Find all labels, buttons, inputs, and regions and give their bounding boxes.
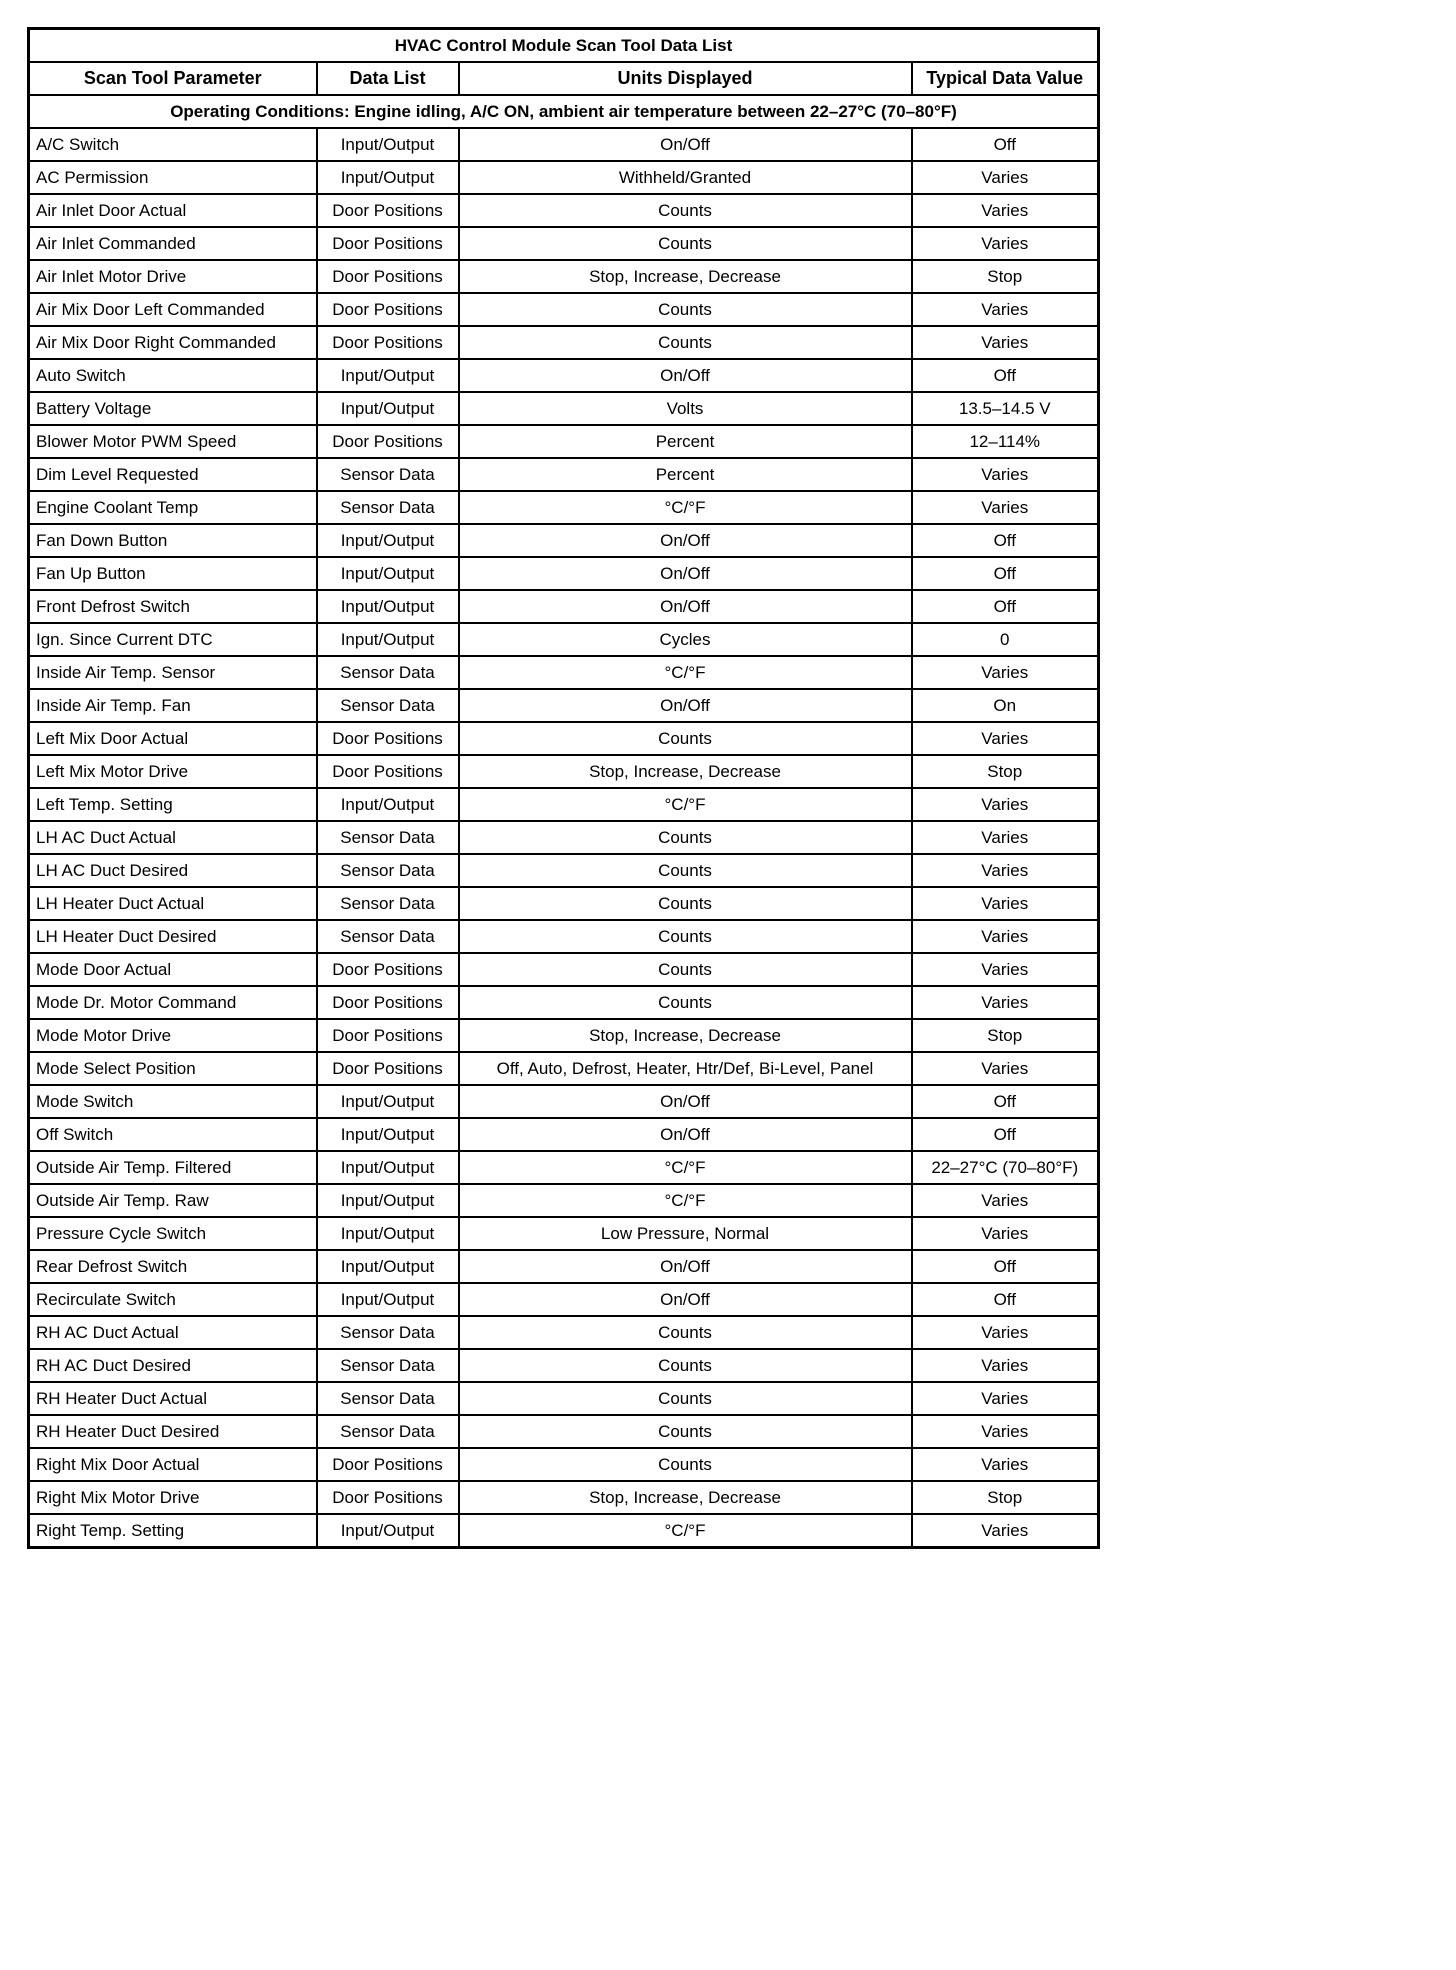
cell-typical-value: Varies <box>912 293 1099 326</box>
col-header-typical-data-value: Typical Data Value <box>912 62 1099 95</box>
cell-typical-value: Off <box>912 128 1099 161</box>
cell-parameter: Mode Door Actual <box>29 953 317 986</box>
cell-data-list: Input/Output <box>317 623 459 656</box>
cell-parameter: Air Inlet Motor Drive <box>29 260 317 293</box>
cell-typical-value: Varies <box>912 920 1099 953</box>
cell-units-displayed: Low Pressure, Normal <box>459 1217 912 1250</box>
table-row <box>29 392 1099 425</box>
cell-units-displayed: °C/°F <box>459 1151 912 1184</box>
cell-data-list: Door Positions <box>317 227 459 260</box>
cell-parameter: RH Heater Duct Desired <box>29 1415 317 1448</box>
cell-data-list: Input/Output <box>317 1118 459 1151</box>
table-row <box>29 194 1099 227</box>
cell-data-list: Sensor Data <box>317 1316 459 1349</box>
cell-parameter: Left Temp. Setting <box>29 788 317 821</box>
cell-typical-value: On <box>912 689 1099 722</box>
cell-parameter: Right Temp. Setting <box>29 1514 317 1548</box>
table-row <box>29 1217 1099 1250</box>
cell-data-list: Sensor Data <box>317 887 459 920</box>
table-row <box>29 260 1099 293</box>
table-body <box>29 128 1099 1548</box>
cell-units-displayed: Counts <box>459 293 912 326</box>
cell-parameter: Left Mix Motor Drive <box>29 755 317 788</box>
cell-units-displayed: Stop, Increase, Decrease <box>459 755 912 788</box>
cell-data-list: Sensor Data <box>317 1382 459 1415</box>
cell-typical-value: Varies <box>912 986 1099 1019</box>
cell-data-list: Door Positions <box>317 260 459 293</box>
cell-parameter: A/C Switch <box>29 128 317 161</box>
cell-units-displayed: On/Off <box>459 1250 912 1283</box>
table-row <box>29 359 1099 392</box>
table-row <box>29 986 1099 1019</box>
table-row <box>29 1316 1099 1349</box>
table-row <box>29 887 1099 920</box>
cell-data-list: Sensor Data <box>317 491 459 524</box>
table-row <box>29 1448 1099 1481</box>
operating-conditions-row <box>29 95 1099 128</box>
cell-parameter: Blower Motor PWM Speed <box>29 425 317 458</box>
cell-units-displayed: Counts <box>459 986 912 1019</box>
cell-parameter: Inside Air Temp. Sensor <box>29 656 317 689</box>
cell-parameter: Front Defrost Switch <box>29 590 317 623</box>
cell-data-list: Input/Output <box>317 1184 459 1217</box>
cell-units-displayed: Percent <box>459 458 912 491</box>
table-row <box>29 557 1099 590</box>
cell-units-displayed: Counts <box>459 854 912 887</box>
table-row <box>29 227 1099 260</box>
table-row <box>29 722 1099 755</box>
scanned-page <box>27 27 1100 1549</box>
cell-typical-value: Varies <box>912 194 1099 227</box>
cell-parameter: LH Heater Duct Desired <box>29 920 317 953</box>
cell-units-displayed: Counts <box>459 1448 912 1481</box>
table-row <box>29 161 1099 194</box>
table-row <box>29 293 1099 326</box>
cell-parameter: Off Switch <box>29 1118 317 1151</box>
cell-typical-value: Varies <box>912 821 1099 854</box>
cell-units-displayed: Counts <box>459 821 912 854</box>
cell-typical-value: Stop <box>912 755 1099 788</box>
table-row <box>29 590 1099 623</box>
table-row <box>29 854 1099 887</box>
table-row <box>29 656 1099 689</box>
table-row <box>29 1151 1099 1184</box>
table-title: HVAC Control Module Scan Tool Data List <box>29 29 1099 63</box>
operating-conditions-text: Operating Conditions: Engine idling, A/C ON, ambient air temperature between 22–27°C (70–80°F) <box>29 95 1099 128</box>
cell-typical-value: Varies <box>912 1415 1099 1448</box>
cell-data-list: Input/Output <box>317 1283 459 1316</box>
cell-units-displayed: Stop, Increase, Decrease <box>459 260 912 293</box>
cell-typical-value: Varies <box>912 491 1099 524</box>
cell-typical-value: Stop <box>912 1481 1099 1514</box>
cell-data-list: Input/Output <box>317 788 459 821</box>
cell-data-list: Door Positions <box>317 425 459 458</box>
cell-units-displayed: Counts <box>459 227 912 260</box>
cell-data-list: Input/Output <box>317 1217 459 1250</box>
cell-parameter: Battery Voltage <box>29 392 317 425</box>
cell-typical-value: 22–27°C (70–80°F) <box>912 1151 1099 1184</box>
table-row <box>29 1184 1099 1217</box>
cell-parameter: Mode Dr. Motor Command <box>29 986 317 1019</box>
cell-data-list: Door Positions <box>317 722 459 755</box>
cell-units-displayed: Counts <box>459 326 912 359</box>
cell-typical-value: 13.5–14.5 V <box>912 392 1099 425</box>
table-row <box>29 458 1099 491</box>
cell-data-list: Input/Output <box>317 359 459 392</box>
cell-parameter: Outside Air Temp. Raw <box>29 1184 317 1217</box>
cell-data-list: Input/Output <box>317 590 459 623</box>
cell-data-list: Input/Output <box>317 1514 459 1548</box>
col-header-data-list: Data List <box>317 62 459 95</box>
cell-data-list: Input/Output <box>317 524 459 557</box>
cell-units-displayed: Counts <box>459 887 912 920</box>
col-header-scan-tool-parameter: Scan Tool Parameter <box>29 62 317 95</box>
table-row <box>29 524 1099 557</box>
table-row <box>29 1283 1099 1316</box>
cell-units-displayed: Counts <box>459 920 912 953</box>
cell-parameter: Right Mix Motor Drive <box>29 1481 317 1514</box>
cell-units-displayed: Withheld/Granted <box>459 161 912 194</box>
cell-data-list: Door Positions <box>317 1448 459 1481</box>
cell-units-displayed: Counts <box>459 1382 912 1415</box>
cell-typical-value: Varies <box>912 1052 1099 1085</box>
cell-parameter: Outside Air Temp. Filtered <box>29 1151 317 1184</box>
title-row <box>29 29 1099 63</box>
cell-parameter: Rear Defrost Switch <box>29 1250 317 1283</box>
cell-data-list: Door Positions <box>317 1052 459 1085</box>
cell-parameter: Dim Level Requested <box>29 458 317 491</box>
cell-typical-value: Off <box>912 524 1099 557</box>
cell-units-displayed: Counts <box>459 1415 912 1448</box>
cell-data-list: Door Positions <box>317 1481 459 1514</box>
cell-units-displayed: On/Off <box>459 128 912 161</box>
cell-units-displayed: On/Off <box>459 1283 912 1316</box>
cell-parameter: Engine Coolant Temp <box>29 491 317 524</box>
cell-data-list: Door Positions <box>317 194 459 227</box>
cell-data-list: Sensor Data <box>317 458 459 491</box>
cell-typical-value: Varies <box>912 161 1099 194</box>
cell-parameter: Air Inlet Commanded <box>29 227 317 260</box>
cell-units-displayed: On/Off <box>459 590 912 623</box>
cell-units-displayed: Volts <box>459 392 912 425</box>
cell-units-displayed: Cycles <box>459 623 912 656</box>
table-row <box>29 623 1099 656</box>
cell-typical-value: Off <box>912 1085 1099 1118</box>
cell-data-list: Sensor Data <box>317 1415 459 1448</box>
cell-data-list: Input/Output <box>317 128 459 161</box>
cell-parameter: LH AC Duct Desired <box>29 854 317 887</box>
cell-typical-value: Varies <box>912 1184 1099 1217</box>
cell-data-list: Sensor Data <box>317 1349 459 1382</box>
column-header-row <box>29 62 1099 95</box>
cell-typical-value: Stop <box>912 260 1099 293</box>
cell-data-list: Input/Output <box>317 1250 459 1283</box>
cell-units-displayed: Counts <box>459 953 912 986</box>
cell-typical-value: Varies <box>912 1382 1099 1415</box>
cell-data-list: Door Positions <box>317 326 459 359</box>
cell-typical-value: Varies <box>912 656 1099 689</box>
cell-parameter: Pressure Cycle Switch <box>29 1217 317 1250</box>
cell-data-list: Input/Output <box>317 161 459 194</box>
cell-typical-value: Varies <box>912 953 1099 986</box>
cell-data-list: Sensor Data <box>317 656 459 689</box>
cell-typical-value: Varies <box>912 1349 1099 1382</box>
cell-data-list: Door Positions <box>317 986 459 1019</box>
cell-data-list: Sensor Data <box>317 689 459 722</box>
table-row <box>29 1085 1099 1118</box>
cell-parameter: LH AC Duct Actual <box>29 821 317 854</box>
cell-typical-value: Off <box>912 1283 1099 1316</box>
cell-typical-value: 12–114% <box>912 425 1099 458</box>
cell-typical-value: 0 <box>912 623 1099 656</box>
cell-data-list: Sensor Data <box>317 821 459 854</box>
cell-typical-value: Off <box>912 1250 1099 1283</box>
table-row <box>29 920 1099 953</box>
table-row <box>29 788 1099 821</box>
table-row <box>29 1250 1099 1283</box>
cell-parameter: Ign. Since Current DTC <box>29 623 317 656</box>
col-header-units-displayed: Units Displayed <box>459 62 912 95</box>
cell-parameter: Fan Up Button <box>29 557 317 590</box>
table-row <box>29 1019 1099 1052</box>
cell-parameter: Air Mix Door Right Commanded <box>29 326 317 359</box>
cell-units-displayed: On/Off <box>459 557 912 590</box>
cell-typical-value: Off <box>912 1118 1099 1151</box>
cell-units-displayed: °C/°F <box>459 491 912 524</box>
table-row <box>29 1415 1099 1448</box>
cell-parameter: Air Mix Door Left Commanded <box>29 293 317 326</box>
cell-typical-value: Varies <box>912 1514 1099 1548</box>
cell-typical-value: Varies <box>912 1217 1099 1250</box>
cell-typical-value: Varies <box>912 1448 1099 1481</box>
cell-units-displayed: °C/°F <box>459 656 912 689</box>
cell-units-displayed: Counts <box>459 1316 912 1349</box>
cell-typical-value: Varies <box>912 722 1099 755</box>
hvac-scan-data-table <box>27 27 1100 1549</box>
cell-data-list: Door Positions <box>317 293 459 326</box>
table-row <box>29 1052 1099 1085</box>
table-row <box>29 128 1099 161</box>
cell-parameter: Mode Select Position <box>29 1052 317 1085</box>
table-row <box>29 425 1099 458</box>
cell-parameter: Recirculate Switch <box>29 1283 317 1316</box>
cell-typical-value: Varies <box>912 788 1099 821</box>
cell-data-list: Input/Output <box>317 557 459 590</box>
cell-units-displayed: Percent <box>459 425 912 458</box>
table-row <box>29 1481 1099 1514</box>
cell-typical-value: Off <box>912 557 1099 590</box>
cell-typical-value: Varies <box>912 326 1099 359</box>
cell-parameter: Air Inlet Door Actual <box>29 194 317 227</box>
cell-units-displayed: Stop, Increase, Decrease <box>459 1019 912 1052</box>
cell-parameter: RH AC Duct Desired <box>29 1349 317 1382</box>
cell-units-displayed: On/Off <box>459 1085 912 1118</box>
cell-parameter: Auto Switch <box>29 359 317 392</box>
cell-units-displayed: Counts <box>459 194 912 227</box>
cell-data-list: Input/Output <box>317 392 459 425</box>
cell-units-displayed: °C/°F <box>459 788 912 821</box>
cell-units-displayed: Counts <box>459 1349 912 1382</box>
cell-data-list: Input/Output <box>317 1151 459 1184</box>
table-row <box>29 953 1099 986</box>
cell-parameter: Right Mix Door Actual <box>29 1448 317 1481</box>
cell-typical-value: Varies <box>912 1316 1099 1349</box>
table-row <box>29 821 1099 854</box>
cell-data-list: Door Positions <box>317 953 459 986</box>
cell-data-list: Door Positions <box>317 1019 459 1052</box>
cell-data-list: Door Positions <box>317 755 459 788</box>
cell-units-displayed: On/Off <box>459 689 912 722</box>
cell-typical-value: Varies <box>912 227 1099 260</box>
cell-parameter: Inside Air Temp. Fan <box>29 689 317 722</box>
cell-units-displayed: °C/°F <box>459 1184 912 1217</box>
table-row <box>29 1514 1099 1548</box>
cell-typical-value: Stop <box>912 1019 1099 1052</box>
cell-units-displayed: °C/°F <box>459 1514 912 1548</box>
cell-units-displayed: Counts <box>459 722 912 755</box>
cell-parameter: Left Mix Door Actual <box>29 722 317 755</box>
cell-units-displayed: Off, Auto, Defrost, Heater, Htr/Def, Bi-Level, Panel <box>459 1052 912 1085</box>
cell-parameter: LH Heater Duct Actual <box>29 887 317 920</box>
cell-typical-value: Off <box>912 359 1099 392</box>
cell-parameter: Mode Motor Drive <box>29 1019 317 1052</box>
cell-data-list: Sensor Data <box>317 854 459 887</box>
cell-typical-value: Varies <box>912 854 1099 887</box>
cell-parameter: RH Heater Duct Actual <box>29 1382 317 1415</box>
table-row <box>29 491 1099 524</box>
cell-typical-value: Off <box>912 590 1099 623</box>
table-row <box>29 689 1099 722</box>
cell-parameter: Fan Down Button <box>29 524 317 557</box>
cell-data-list: Sensor Data <box>317 920 459 953</box>
table-row <box>29 326 1099 359</box>
table-row <box>29 1382 1099 1415</box>
cell-typical-value: Varies <box>912 458 1099 491</box>
table-row <box>29 1118 1099 1151</box>
cell-data-list: Input/Output <box>317 1085 459 1118</box>
cell-units-displayed: Stop, Increase, Decrease <box>459 1481 912 1514</box>
table-row <box>29 1349 1099 1382</box>
cell-units-displayed: On/Off <box>459 359 912 392</box>
cell-parameter: AC Permission <box>29 161 317 194</box>
cell-parameter: Mode Switch <box>29 1085 317 1118</box>
cell-units-displayed: On/Off <box>459 524 912 557</box>
cell-typical-value: Varies <box>912 887 1099 920</box>
cell-parameter: RH AC Duct Actual <box>29 1316 317 1349</box>
table-row <box>29 755 1099 788</box>
cell-units-displayed: On/Off <box>459 1118 912 1151</box>
